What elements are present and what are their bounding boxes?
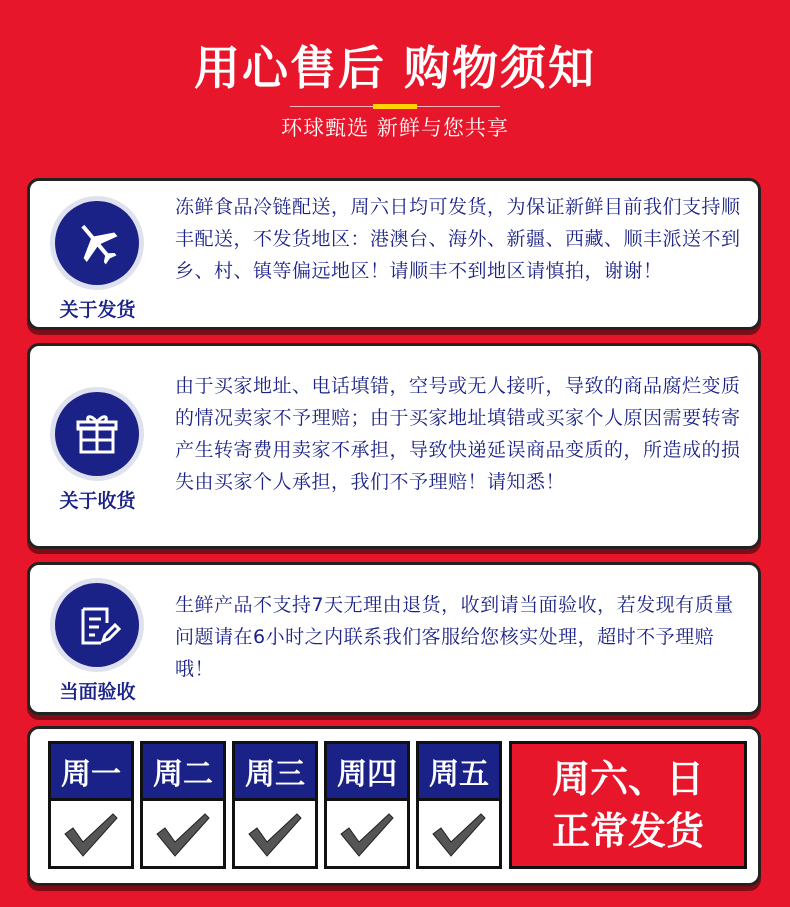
- document-edit-icon: [55, 583, 139, 667]
- day-label: 周二: [143, 744, 223, 801]
- day-friday: [416, 741, 502, 869]
- day-label: 周三: [235, 744, 315, 801]
- page-header: [0, 0, 790, 175]
- receiving-label: 关于收货: [59, 490, 136, 512]
- checkmark-icon: [51, 801, 131, 869]
- airplane-icon: [55, 201, 139, 285]
- shipping-card: [27, 178, 761, 330]
- shipping-label: 关于发货: [59, 299, 136, 321]
- weekend-line-2: 正常发货: [551, 809, 704, 853]
- shipping-schedule: [27, 726, 761, 886]
- day-label: 周五: [419, 744, 499, 801]
- day-thursday: [324, 741, 410, 869]
- gift-icon: [55, 392, 139, 476]
- day-monday: [48, 741, 134, 869]
- day-label: 周四: [327, 744, 407, 801]
- receiving-text: 由于买家地址、电话填错，空号或无人接听，导致的商品腐烂变质的情况卖家不予理赔；由于买家地址填错或买家个人原因需要转寄产生转寄费用卖家不承担，导致快递延误商品变质的，所造成的损失由买家个人承担，我们不予理赔！请知悉！: [175, 375, 741, 493]
- title-accent-bar: [373, 104, 417, 109]
- checkmark-icon: [419, 801, 499, 869]
- day-tuesday: [140, 741, 226, 869]
- day-wednesday: [232, 741, 318, 869]
- checkmark-icon: [235, 801, 315, 869]
- checkmark-icon: [327, 801, 407, 869]
- shipping-text: 冻鲜食品冷链配送，周六日均可发货，为保证新鲜目前我们支持顺丰配送，不发货地区：港澳台、海外、新疆、西藏、顺丰派送不到乡、村、镇等偏远地区！请顺丰不到地区请慎拍，谢谢！: [175, 196, 741, 282]
- inspection-label: 当面验收: [59, 681, 136, 703]
- inspection-card: [27, 562, 761, 715]
- weekend-line-1: 周六、日: [551, 757, 704, 801]
- page-title: 用心售后 购物须知: [193, 41, 596, 95]
- day-label: 周一: [51, 744, 131, 801]
- receiving-card: [27, 343, 761, 549]
- page-subtitle: 环球甄选 新鲜与您共享: [281, 116, 509, 140]
- weekend-shipping-banner: [509, 741, 747, 869]
- inspection-text: 生鲜产品不支持7天无理由退货，收到请当面验收，若发现有质量问题请在6小时之内联系我们客服给您核实处理，超时不予理赔哦！: [175, 594, 734, 680]
- checkmark-icon: [143, 801, 223, 869]
